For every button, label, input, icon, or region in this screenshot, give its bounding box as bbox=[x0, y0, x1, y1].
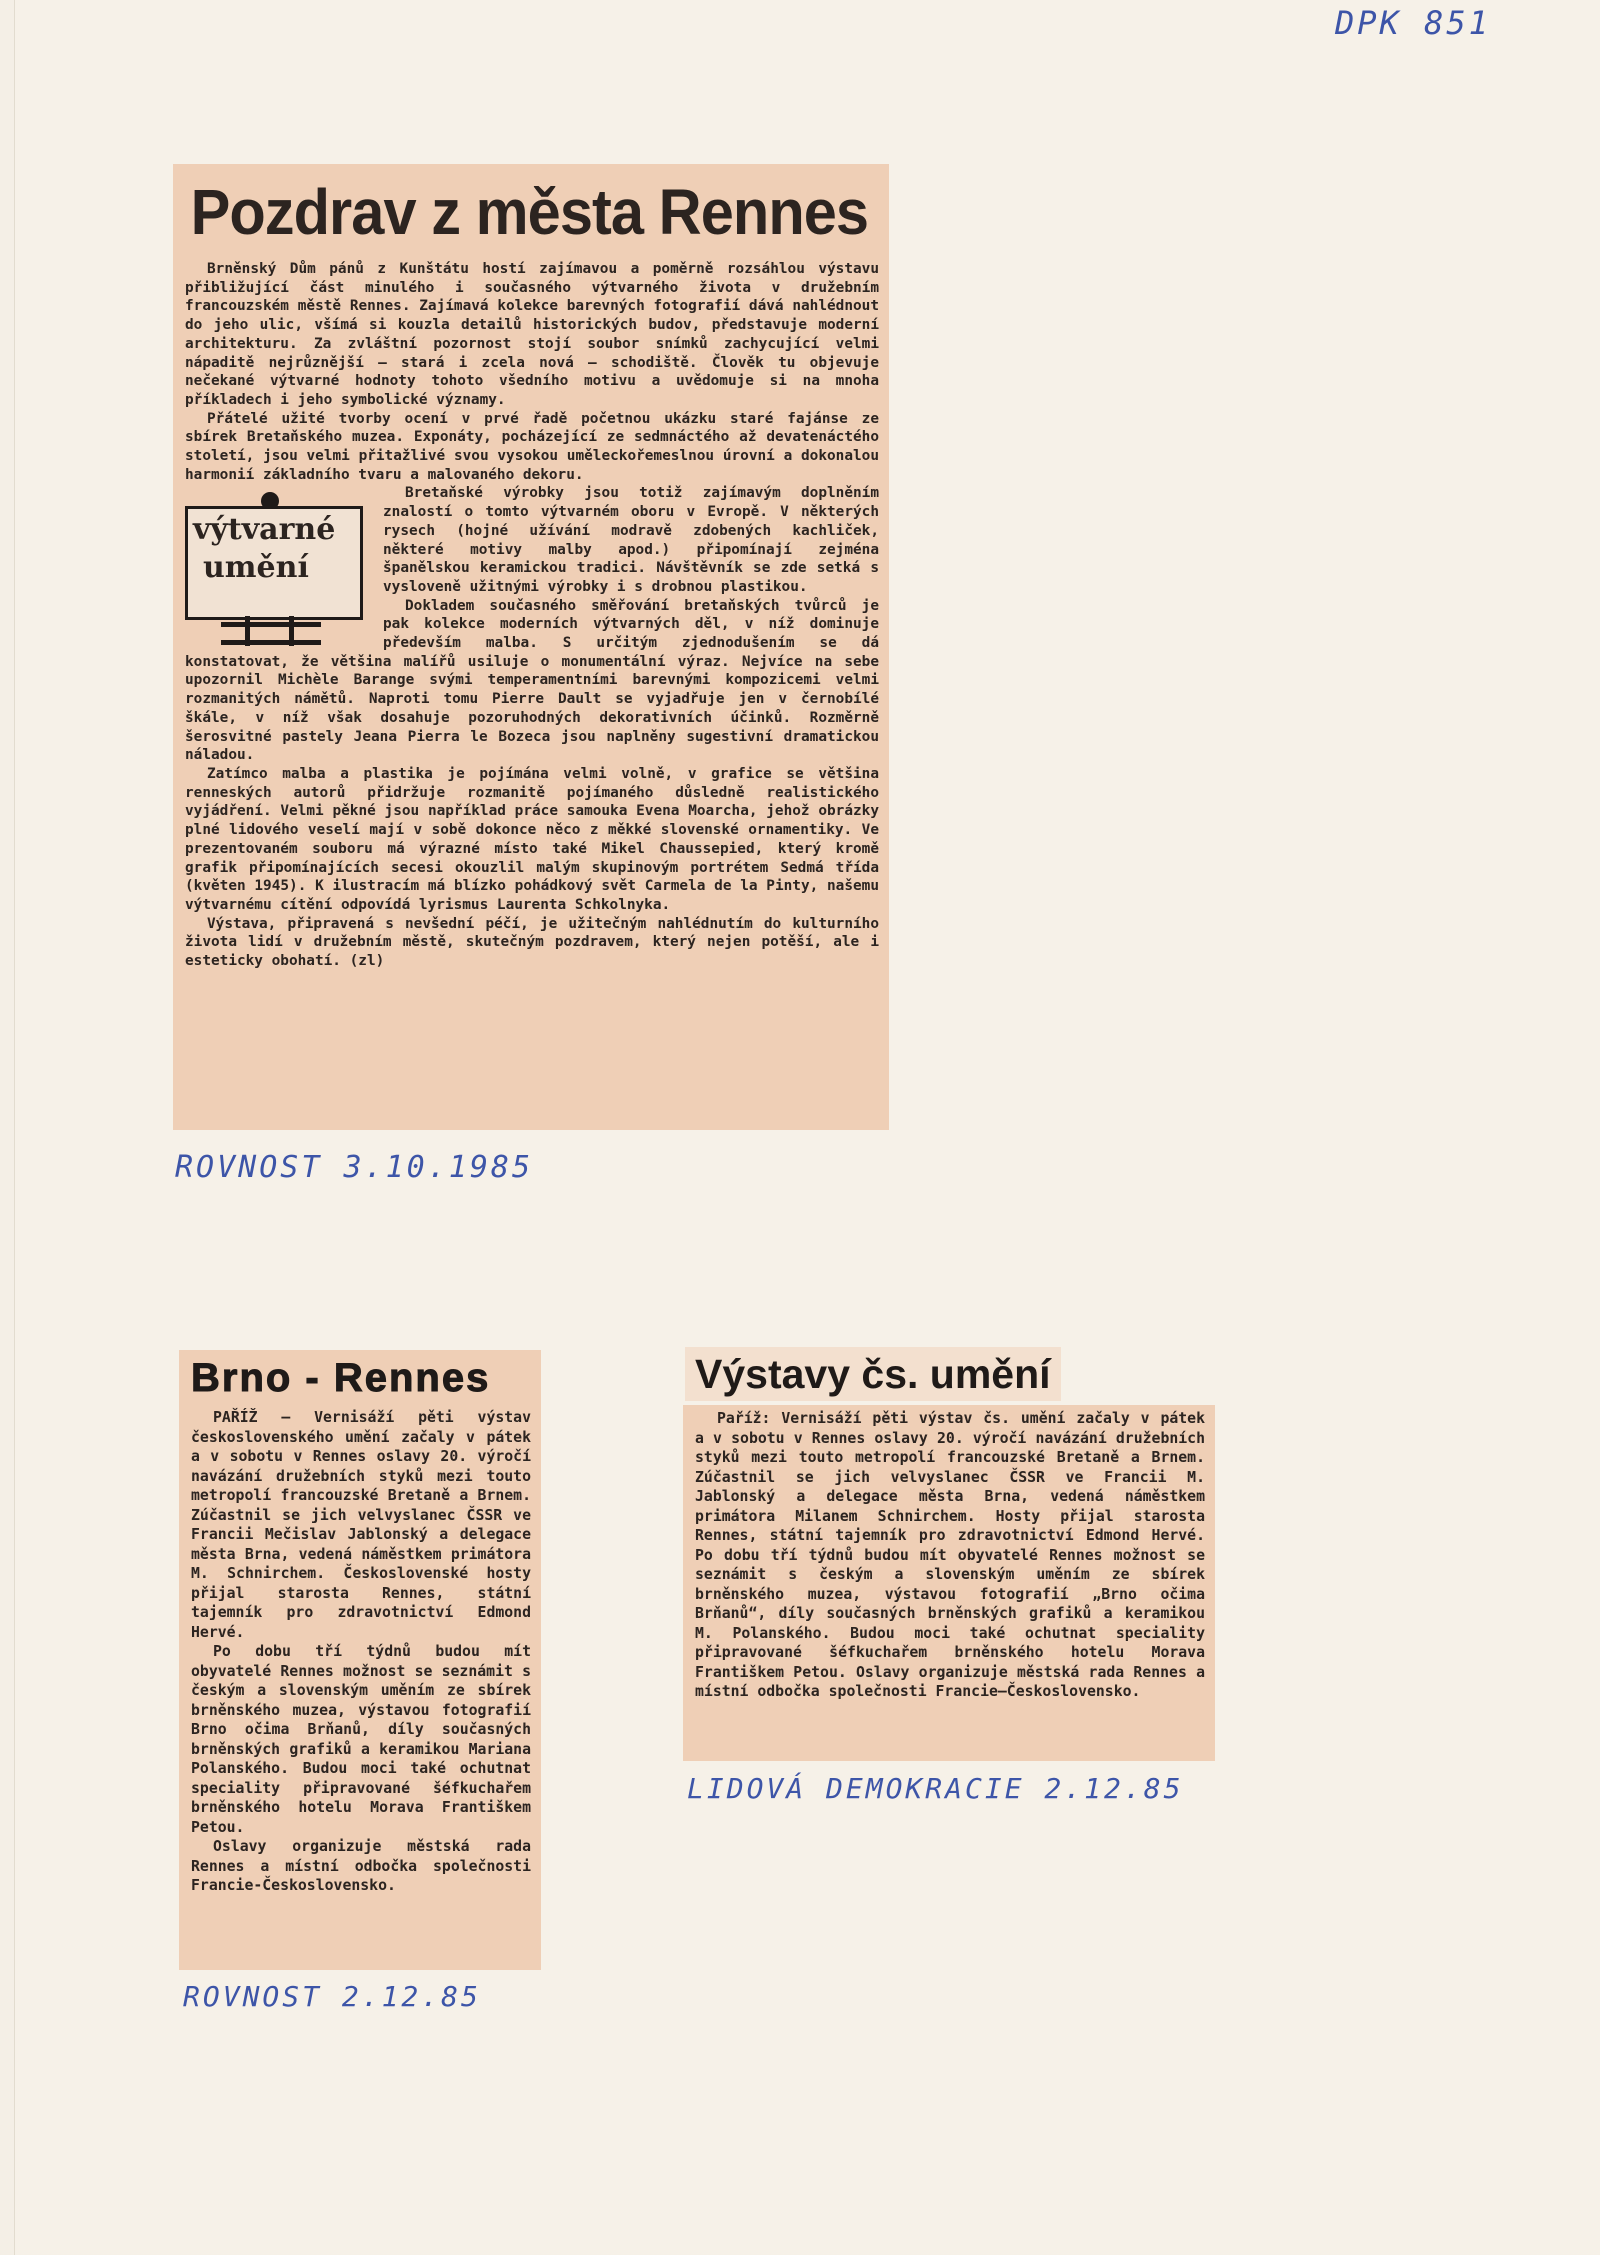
logo-text: umění bbox=[203, 550, 309, 586]
vytvarne-umeni-logo bbox=[181, 492, 369, 647]
archive-signature: DPK 851 bbox=[1335, 4, 1491, 42]
source-note: LIDOVÁ DEMOKRACIE 2.12.85 bbox=[687, 1772, 1184, 1805]
article-paragraph: Zatímco malba a plastika je pojímána velmi volně, v grafice se většina renneských autorů přidržuje rozmanitě pojímaného důsledně realistického vyjádření. Velmi pěkné jsou například práce samouka Evena Moarcha, jehož obrázky plné lidového veselí mají v sobě dokonce něco z měkké slovenské ornamentiky. Ve prezentovaném souboru má výrazné místo také Mikel Chaussepied, který kromě grafik připomínajících secesi okouzlil malým skupinovým portrétem Sedmá třída (květen 1945). K ilustracím má blízko pohádkový svět Carmela de la Pinty, našemu výtvarnému cítění odpovídá lyrismus Laurenta Schkolnyka. bbox=[185, 765, 879, 913]
article-paragraph: Přátelé užité tvorby ocení v prvé řadě početnou ukázku staré fajánse ze sbírek Bretaňského muzea. Exponáty, pocházející ze sedmnáctého až devatenáctého století, jsou velmi přitažlivé svou vysokou uměleckořemeslnou úrovní a dokonalou harmonií základního tvaru a malovaného dekoru. bbox=[185, 410, 879, 483]
article-title: Brno - Rennes bbox=[191, 1356, 491, 1400]
article-title-3: Výstavy čs. umění bbox=[685, 1347, 1061, 1401]
article-paragraph: Paříž: Vernisáží pěti výstav čs. umění začaly v pátek a v sobotu v Rennes oslavy 20. výročí navázání družebních styků mezi touto metropolí francouzské Bretaně a Brnem. Zúčastnil se jich velvyslanec ČSSR ve Francii M. Jablonský a delegace města Brna, vedená náměstkem primátora Milanem Schnirchem. Hosty přijal starosta Rennes, státní tajemník pro zdravotnictví Edmond Hervé. Po dobu tří týdnů budou mít obyvatelé Rennes možnost se seznámit s českým a slovenským uměním ze sbírek brněnského muzea, výstavou fotografií „Brno očima Brňanů“, díly současných brněnských grafiků a keramikou M. Polanského. Budou moci také ochutnat speciality připravované šéfkuchařem brněnského hotelu Morava Františkem Petou. Oslavy organizuje městská rada Rennes a místní odbočka společnosti Francie—Československo. bbox=[695, 1410, 1205, 1700]
article-clipping-1 bbox=[173, 164, 889, 1130]
article-paragraph: Dokladem současného směřování bretaňských tvůrců je pak kolekce moderních výtvarných děl, v níž dominuje především malba. S určitým zjednodušením se dá konstatovat, že většina malířů usiluje o monumentální výraz. Nejvíce na sebe upozornil Michèle Barange svými temperamentními barevnými kompozicemi velmi rozmanitých námětů. Naproti tomu Pierre Dault se vyjadřuje jen v černobílé škále, v níž však dosahuje pozoruhodných dekorativních účinků. Rozměrně šerosvitné pastely Jeana Pierra le Bozeca jsou naplněny sugestivní dramatickou náladou. bbox=[185, 597, 879, 764]
article-paragraph: Výstava, připravená s nevšední péčí, je užitečným nahlédnutím do kulturního života lidí v družebním městě, skutečným pozdravem, který nejen potěší, ale i esteticky obohatí. (zl) bbox=[185, 915, 879, 970]
article-paragraph: Brněnský Dům pánů z Kunštátu hostí zajímavou a poměrně rozsáhlou výstavu přibližující část minulého i současného výtvarného života v družebním francouzském městě Rennes. Zajímavá kolekce barevných fotografií dává nahlédnout do jeho ulic, všímá si kouzla detailů historických budov, představuje moderní architekturu. Za zvláštní pozornost stojí soubor snímků zachycující velmi nápaditě nejrůznější — stará i zcela nová — schodiště. Člověk tu objevuje nečekané výtvarné hodnoty tohoto všedního motivu a uvědomuje si na mnoha příkladech i jeho symbolické významy. bbox=[185, 261, 879, 408]
article-clipping-3 bbox=[683, 1405, 1215, 1761]
source-note: ROVNOST 3.10.1985 bbox=[175, 1150, 534, 1185]
archive-sheet bbox=[14, 0, 1600, 2255]
source-note: ROVNOST 2.12.85 bbox=[183, 1980, 481, 2013]
article-paragraph: Oslavy organizuje městská rada Rennes a místní odbočka společnosti Francie-Československo. bbox=[191, 1838, 531, 1894]
logo-text: výtvarné bbox=[193, 512, 336, 548]
article-paragraph: Po dobu tří týdnů budou mít obyvatelé Rennes možnost se seznámit s českým a slovenským uměním ze sbírek brněnského muzea, výstavou fotografií Brno očima Brňanů, díly současných brněnských grafiků a keramikou Mariana Polanského. Budou moci také ochutnat speciality připravované šéfkuchařem brněnského hotelu Morava Františkem Petou. bbox=[191, 1643, 531, 1836]
article-clipping-2 bbox=[179, 1350, 541, 1970]
article-paragraph: PAŘÍŽ — Vernisáží pěti výstav československého umění začaly v pátek a v sobotu v Rennes oslavy 20. výročí navázání družebních styků mezi touto metropolí francouzské Bretaně a Brnem. Zúčastnil se jich velvyslanec ČSSR ve Francii Mečislav Jablonský a delegace města Brna, vedená náměstkem primátora M. Schnirchem. Československé hosty přijal starosta Rennes, státní tajemník pro zdravotnictví Edmond Hervé. bbox=[191, 1409, 531, 1641]
article-title: Pozdrav z města Rennes bbox=[190, 176, 869, 248]
article-paragraph: Bretaňské výrobky jsou totiž zajímavým doplněním znalostí o tomto výtvarném oboru v Evropě. V některých rysech (hojné užívání modravě zdobených kachliček, některé motivy malby apod.) připomínají zejména španělskou keramickou tradici. Návštěvník se zde setká s vysloveně užitnými výrobky i s drobnou plastikou. bbox=[383, 485, 879, 595]
